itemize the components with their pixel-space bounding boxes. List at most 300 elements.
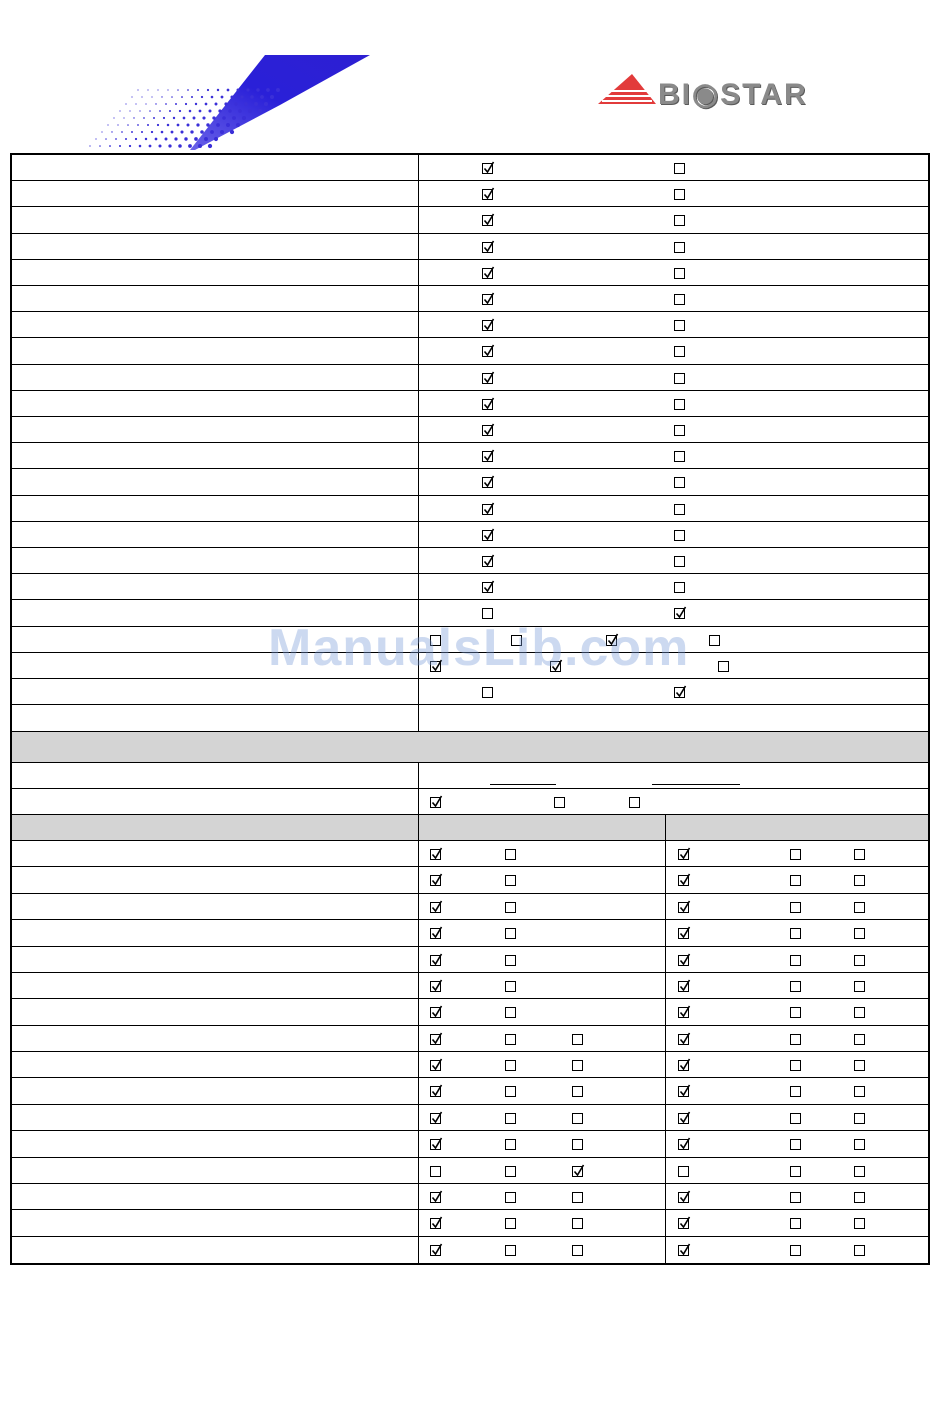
checkmark-icon (482, 186, 495, 200)
checkmark-icon (430, 1057, 443, 1071)
column-divider (418, 1210, 419, 1236)
swoosh-dot (193, 117, 196, 120)
checkmark-icon (678, 1057, 691, 1071)
checkmark-icon (482, 370, 495, 384)
unchecked-checkbox[interactable] (505, 902, 516, 913)
column-divider (665, 841, 666, 866)
swoosh-dot (222, 116, 226, 120)
checked-checkbox[interactable] (430, 1007, 441, 1018)
swoosh-dot (147, 124, 149, 126)
section1-row (12, 155, 928, 181)
blank-underline (652, 784, 740, 785)
underline-row (12, 763, 928, 789)
unchecked-checkbox[interactable] (572, 1113, 583, 1124)
section3-row (12, 920, 928, 947)
checked-checkbox[interactable] (482, 163, 493, 174)
swoosh-dot (163, 117, 165, 119)
swoosh-dot (237, 89, 240, 92)
swoosh-dot (158, 144, 161, 147)
unchecked-checkbox[interactable] (678, 1166, 689, 1177)
swoosh-dot (127, 124, 129, 126)
section1-row (12, 181, 928, 207)
unchecked-checkbox[interactable] (505, 1007, 516, 1018)
unchecked-checkbox[interactable] (674, 215, 685, 226)
unchecked-checkbox[interactable] (854, 1139, 865, 1150)
unchecked-checkbox[interactable] (674, 242, 685, 253)
unchecked-checkbox[interactable] (505, 1245, 516, 1256)
checked-checkbox[interactable] (674, 608, 685, 619)
checked-checkbox[interactable] (482, 425, 493, 436)
checkmark-icon (550, 658, 563, 672)
checked-checkbox[interactable] (430, 902, 441, 913)
swoosh-dot (179, 110, 181, 112)
swoosh-dot (141, 96, 142, 97)
checked-checkbox[interactable] (482, 399, 493, 410)
checkmark-icon (482, 527, 495, 541)
unchecked-checkbox[interactable] (554, 797, 565, 808)
checked-checkbox[interactable] (430, 875, 441, 886)
unchecked-checkbox[interactable] (505, 1034, 516, 1045)
swoosh-dot (214, 137, 218, 141)
unchecked-checkbox[interactable] (854, 875, 865, 886)
swoosh-dot (221, 96, 224, 99)
swoosh-dot (171, 131, 174, 134)
unchecked-checkbox[interactable] (674, 556, 685, 567)
unchecked-checkbox[interactable] (790, 1139, 801, 1150)
unchecked-checkbox[interactable] (790, 1192, 801, 1203)
column-divider (418, 548, 419, 573)
swoosh-dot (177, 89, 179, 91)
checked-checkbox[interactable] (678, 1086, 689, 1097)
unchecked-checkbox[interactable] (790, 1007, 801, 1018)
checked-checkbox[interactable] (482, 268, 493, 279)
unchecked-checkbox[interactable] (674, 163, 685, 174)
watermark-text: ManualsLib.com (268, 619, 690, 677)
column-divider (418, 1184, 419, 1209)
unchecked-checkbox[interactable] (674, 294, 685, 305)
unchecked-checkbox[interactable] (572, 1245, 583, 1256)
swoosh-dot (198, 144, 202, 148)
checked-checkbox[interactable] (678, 902, 689, 913)
column-divider (418, 1105, 419, 1130)
swoosh-dot (99, 145, 101, 147)
swoosh-dot (139, 145, 142, 148)
checked-checkbox[interactable] (482, 556, 493, 567)
column-divider (418, 705, 419, 731)
section3-row (12, 1131, 928, 1158)
unchecked-checkbox[interactable] (505, 1139, 516, 1150)
swoosh-dot (133, 117, 134, 118)
checkmark-icon (678, 1083, 691, 1097)
checkmark-icon (482, 501, 495, 515)
swoosh-dot (139, 110, 140, 111)
checkmark-icon (678, 872, 691, 886)
section1-row (12, 234, 928, 260)
swoosh-dot (149, 110, 151, 112)
unchecked-checkbox[interactable] (505, 981, 516, 992)
unchecked-checkbox[interactable] (505, 1218, 516, 1229)
unchecked-checkbox[interactable] (572, 1060, 583, 1071)
section1-row (12, 653, 928, 679)
swoosh-dot (129, 145, 131, 147)
unchecked-checkbox[interactable] (674, 530, 685, 541)
column-divider (665, 1105, 666, 1130)
unchecked-checkbox[interactable] (854, 981, 865, 992)
swoosh-dot (244, 102, 248, 106)
swoosh-dot (155, 138, 158, 141)
checked-checkbox[interactable] (482, 530, 493, 541)
swoosh-dot (240, 95, 243, 98)
unchecked-checkbox[interactable] (674, 399, 685, 410)
swoosh-dot (212, 116, 215, 119)
unchecked-checkbox[interactable] (629, 797, 640, 808)
unchecked-checkbox[interactable] (854, 1086, 865, 1097)
checkmark-icon (678, 1136, 691, 1150)
swoosh-dot (137, 124, 139, 126)
checked-checkbox[interactable] (606, 635, 617, 646)
column-divider (418, 1237, 419, 1263)
unchecked-checkbox[interactable] (854, 1060, 865, 1071)
swoosh-dot (151, 131, 153, 133)
unchecked-checkbox[interactable] (674, 477, 685, 488)
column-divider (665, 1131, 666, 1157)
swoosh-dot (220, 130, 224, 134)
column-divider (418, 920, 419, 946)
swoosh-dot (242, 116, 246, 120)
unchecked-checkbox[interactable] (505, 1086, 516, 1097)
swoosh-dot (270, 95, 274, 99)
unchecked-checkbox[interactable] (674, 346, 685, 357)
checked-checkbox[interactable] (430, 1192, 441, 1203)
swoosh-dot (210, 130, 214, 134)
checked-checkbox[interactable] (430, 1139, 441, 1150)
checked-checkbox[interactable] (678, 849, 689, 860)
split-header-row (12, 815, 928, 841)
unchecked-checkbox[interactable] (790, 875, 801, 886)
unchecked-checkbox[interactable] (709, 635, 720, 646)
checked-checkbox[interactable] (482, 346, 493, 357)
swoosh-dot (119, 110, 120, 111)
swoosh-dot (191, 96, 193, 98)
swoosh-dot (113, 117, 114, 118)
section-header-band (12, 732, 928, 763)
unchecked-checkbox[interactable] (854, 1166, 865, 1177)
section3-row (12, 1078, 928, 1105)
swoosh-dot (129, 110, 130, 111)
unchecked-checkbox[interactable] (854, 955, 865, 966)
checked-checkbox[interactable] (678, 928, 689, 939)
section3-row (12, 841, 928, 867)
column-divider (418, 1131, 419, 1157)
checked-checkbox[interactable] (482, 477, 493, 488)
checked-checkbox[interactable] (482, 504, 493, 515)
swoosh-dot (168, 144, 171, 147)
checked-checkbox[interactable] (482, 582, 493, 593)
swoosh-dot (153, 117, 155, 119)
section1-row (12, 522, 928, 548)
column-divider (418, 894, 419, 919)
section1-row (12, 365, 928, 391)
swoosh-dot (234, 102, 237, 105)
unchecked-checkbox[interactable] (505, 1166, 516, 1177)
section3-row (12, 1237, 928, 1263)
checked-checkbox[interactable] (678, 1034, 689, 1045)
unchecked-checkbox[interactable] (674, 504, 685, 515)
swoosh-dot (101, 131, 102, 132)
unchecked-checkbox[interactable] (505, 928, 516, 939)
checkmark-icon (430, 952, 443, 966)
checked-checkbox[interactable] (482, 294, 493, 305)
checkmark-icon (678, 1110, 691, 1124)
checkmark-icon (430, 794, 443, 808)
column-divider (418, 1026, 419, 1051)
unchecked-checkbox[interactable] (674, 373, 685, 384)
checked-checkbox[interactable] (482, 215, 493, 226)
section1-row (12, 391, 928, 417)
column-divider (418, 234, 419, 259)
unchecked-checkbox[interactable] (505, 875, 516, 886)
section1-row (12, 417, 928, 443)
unchecked-checkbox[interactable] (505, 955, 516, 966)
checked-checkbox[interactable] (430, 1034, 441, 1045)
unchecked-checkbox[interactable] (854, 1245, 865, 1256)
swoosh-dot (161, 96, 162, 97)
swoosh-dot (125, 103, 126, 104)
checkmark-icon (430, 1215, 443, 1229)
section3-row (12, 1052, 928, 1078)
swoosh-dot (175, 103, 177, 105)
checked-checkbox[interactable] (678, 1192, 689, 1203)
checked-checkbox[interactable] (674, 687, 685, 698)
section1-row (12, 627, 928, 653)
checked-checkbox[interactable] (430, 797, 441, 808)
unchecked-checkbox[interactable] (854, 1113, 865, 1124)
column-divider (665, 1237, 666, 1263)
checkmark-icon (430, 1242, 443, 1256)
checked-checkbox[interactable] (678, 1007, 689, 1018)
unchecked-checkbox[interactable] (505, 1192, 516, 1203)
unchecked-checkbox[interactable] (790, 1113, 801, 1124)
unchecked-checkbox[interactable] (790, 928, 801, 939)
swoosh-dot (117, 124, 118, 125)
checked-checkbox[interactable] (430, 955, 441, 966)
unchecked-checkbox[interactable] (505, 1113, 516, 1124)
unchecked-checkbox[interactable] (482, 608, 493, 619)
checked-checkbox[interactable] (678, 1060, 689, 1071)
checked-checkbox[interactable] (482, 189, 493, 200)
biostar-logo (598, 74, 808, 114)
column-divider (418, 867, 419, 893)
empty-row (12, 705, 928, 732)
swoosh-dot (218, 109, 221, 112)
section1-row (12, 496, 928, 522)
checkmark-icon (678, 1242, 691, 1256)
swoosh-dot (205, 103, 208, 106)
swoosh-dot (188, 144, 192, 148)
column-divider (665, 867, 666, 893)
checkmark-icon (430, 1136, 443, 1150)
swoosh-dot (196, 123, 199, 126)
swoosh-dot (187, 124, 190, 127)
unchecked-checkbox[interactable] (505, 1060, 516, 1071)
unchecked-checkbox[interactable] (854, 1192, 865, 1203)
unchecked-checkbox[interactable] (854, 849, 865, 860)
section3-row (12, 1026, 928, 1052)
unchecked-checkbox[interactable] (674, 425, 685, 436)
swoosh-dot (200, 130, 204, 134)
section3-row (12, 1105, 928, 1131)
swoosh-dot (266, 88, 270, 92)
unchecked-checkbox[interactable] (674, 451, 685, 462)
swoosh-dot (131, 131, 133, 133)
checked-checkbox[interactable] (678, 981, 689, 992)
swoosh-dot (135, 138, 137, 140)
swoosh-dot (89, 145, 90, 146)
checked-checkbox[interactable] (678, 955, 689, 966)
checked-checkbox[interactable] (482, 451, 493, 462)
checked-checkbox[interactable] (430, 1086, 441, 1097)
checked-checkbox[interactable] (678, 875, 689, 886)
swoosh-dot (228, 109, 232, 113)
unchecked-checkbox[interactable] (430, 1166, 441, 1177)
checked-checkbox[interactable] (430, 1113, 441, 1124)
swoosh-dot (208, 109, 211, 112)
checkmark-icon (430, 1004, 443, 1018)
checked-checkbox[interactable] (430, 981, 441, 992)
swoosh-dot (227, 89, 230, 92)
column-divider (418, 496, 419, 521)
checkmark-icon (430, 899, 443, 913)
checkmark-icon (482, 448, 495, 462)
swoosh-dot (177, 124, 180, 127)
checked-checkbox[interactable] (430, 1245, 441, 1256)
swoosh-dot (95, 138, 96, 139)
column-divider (418, 286, 419, 311)
unchecked-checkbox[interactable] (790, 1034, 801, 1045)
swoosh-dot (236, 123, 240, 127)
unchecked-checkbox[interactable] (790, 1245, 801, 1256)
unchecked-checkbox[interactable] (572, 1086, 583, 1097)
unchecked-checkbox[interactable] (790, 955, 801, 966)
checkmark-icon (678, 952, 691, 966)
swoosh-dot (256, 88, 259, 91)
column-divider (665, 1158, 666, 1183)
unchecked-checkbox[interactable] (790, 1060, 801, 1071)
unchecked-checkbox[interactable] (790, 981, 801, 992)
unchecked-checkbox[interactable] (674, 320, 685, 331)
swoosh-dot (204, 137, 208, 141)
swoosh-dot (151, 96, 152, 97)
unchecked-checkbox[interactable] (718, 661, 729, 672)
unchecked-checkbox[interactable] (790, 1086, 801, 1097)
checkmark-icon (678, 925, 691, 939)
column-divider (418, 1078, 419, 1104)
checked-checkbox[interactable] (430, 661, 441, 672)
column-divider (418, 574, 419, 599)
swoosh-dot (167, 124, 170, 127)
spec-checklist-table (10, 153, 930, 1265)
unchecked-checkbox[interactable] (674, 268, 685, 279)
column-divider (418, 653, 419, 678)
swoosh-dot (195, 103, 197, 105)
section3-row (12, 1210, 928, 1237)
unchecked-checkbox[interactable] (854, 1034, 865, 1045)
swoosh-dot (230, 95, 233, 98)
swoosh-dot (135, 103, 136, 104)
column-divider (418, 312, 419, 337)
section1-row (12, 679, 928, 705)
swoosh-dot (246, 88, 249, 91)
unchecked-checkbox[interactable] (790, 902, 801, 913)
checked-checkbox[interactable] (678, 1113, 689, 1124)
unchecked-checkbox[interactable] (854, 1007, 865, 1018)
swoosh-dot (226, 123, 230, 127)
checked-checkbox[interactable] (430, 1218, 441, 1229)
checked-checkbox[interactable] (550, 661, 561, 672)
swoosh-dot (181, 96, 183, 98)
checked-checkbox[interactable] (430, 849, 441, 860)
checked-checkbox[interactable] (482, 373, 493, 384)
section3-row (12, 867, 928, 894)
checked-checkbox[interactable] (482, 320, 493, 331)
checked-checkbox[interactable] (678, 1245, 689, 1256)
unchecked-checkbox[interactable] (854, 1218, 865, 1229)
unchecked-checkbox[interactable] (790, 1166, 801, 1177)
unchecked-checkbox[interactable] (482, 687, 493, 698)
checked-checkbox[interactable] (430, 1060, 441, 1071)
unchecked-checkbox[interactable] (854, 928, 865, 939)
unchecked-checkbox[interactable] (790, 1218, 801, 1229)
swoosh-dot (250, 95, 254, 99)
swoosh-dot (109, 145, 111, 147)
swoosh-dot (238, 109, 242, 113)
checked-checkbox[interactable] (572, 1166, 583, 1177)
checked-checkbox[interactable] (430, 928, 441, 939)
checkmark-icon (482, 396, 495, 410)
unchecked-checkbox[interactable] (674, 189, 685, 200)
unchecked-checkbox[interactable] (511, 635, 522, 646)
swoosh-dot (276, 88, 280, 92)
unchecked-checkbox[interactable] (572, 1139, 583, 1150)
column-divider (665, 999, 666, 1025)
column-divider (418, 679, 419, 704)
swoosh-dot (185, 103, 187, 105)
column-divider (418, 207, 419, 233)
swoosh-dot (165, 138, 168, 141)
unchecked-checkbox[interactable] (572, 1192, 583, 1203)
checked-checkbox[interactable] (678, 1218, 689, 1229)
unchecked-checkbox[interactable] (430, 635, 441, 646)
swoosh-dot (165, 103, 167, 105)
section1-row (12, 338, 928, 365)
unchecked-checkbox[interactable] (790, 849, 801, 860)
swoosh-dot (143, 117, 145, 119)
unchecked-checkbox[interactable] (674, 582, 685, 593)
column-divider (665, 815, 666, 840)
unchecked-checkbox[interactable] (505, 849, 516, 860)
unchecked-checkbox[interactable] (572, 1218, 583, 1229)
checked-checkbox[interactable] (482, 242, 493, 253)
swoosh-dot (190, 130, 193, 133)
swoosh-dot (230, 130, 234, 134)
swoosh-dot (171, 96, 173, 98)
checked-checkbox[interactable] (678, 1139, 689, 1150)
swoosh-dot (169, 110, 171, 112)
unchecked-checkbox[interactable] (854, 902, 865, 913)
swoosh-dot (155, 103, 156, 104)
checkmark-icon (430, 1189, 443, 1203)
unchecked-checkbox[interactable] (572, 1034, 583, 1045)
